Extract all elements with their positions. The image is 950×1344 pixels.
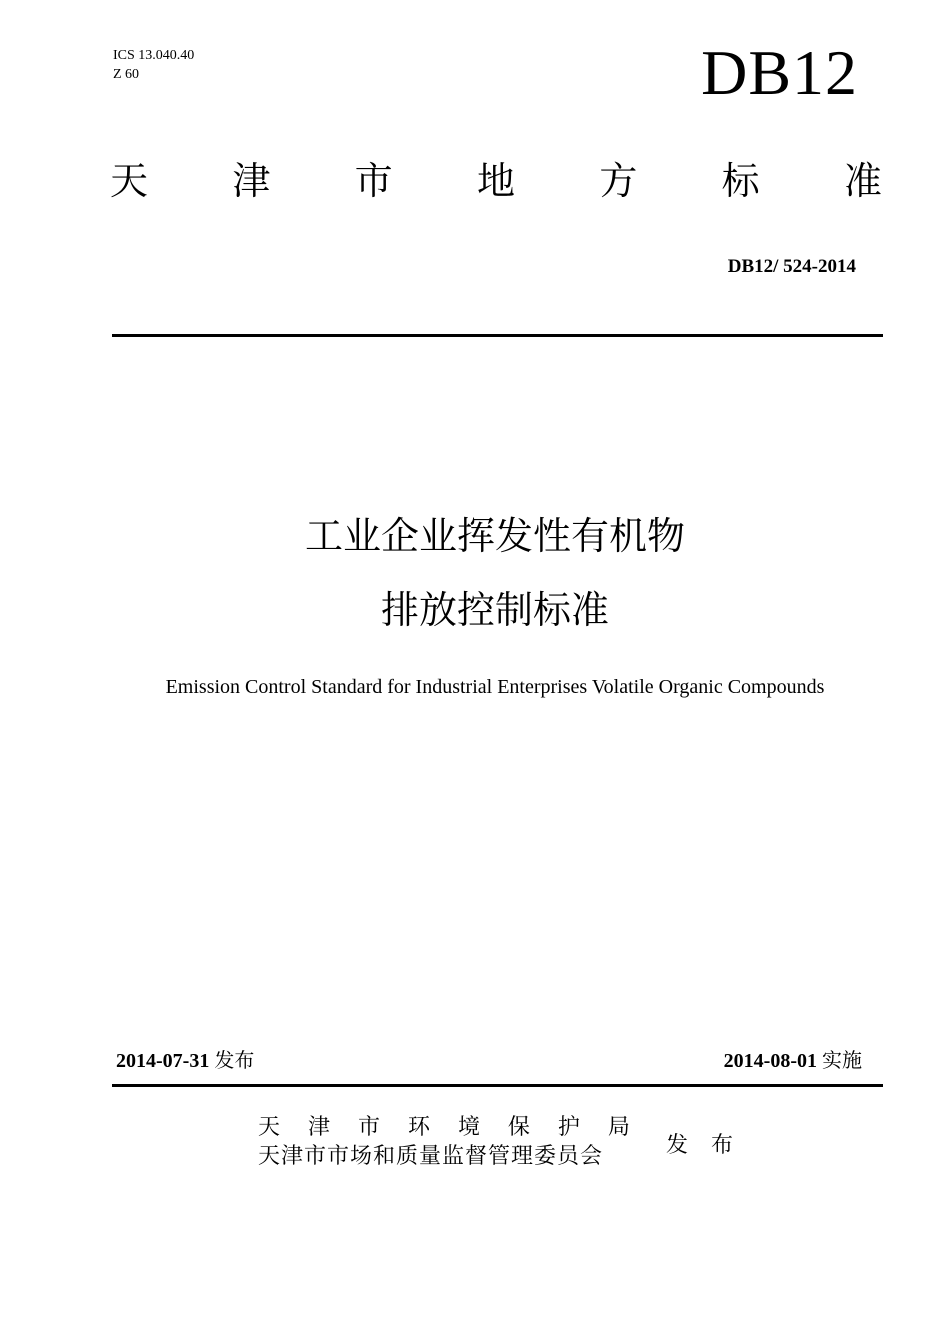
issuer-char: 局 (607, 1114, 630, 1140)
heading-char: 标 (721, 158, 760, 203)
ics-code-block (113, 46, 194, 84)
heading-char: 天 (110, 158, 149, 203)
issuer-line1 (258, 1110, 630, 1140)
implementation-date: 2014-08-01 (723, 1050, 817, 1072)
issuer-line2: 天津市市场和质量监督管理委员会 (258, 1144, 604, 1169)
heading-char: 市 (354, 158, 393, 203)
heading-char: 准 (843, 158, 882, 203)
issuer-char: 保 (507, 1114, 530, 1140)
issue-label: 发布 (214, 1048, 255, 1072)
top-divider (112, 334, 883, 337)
title-cn-line1: 工业企业挥发性有机物 (304, 514, 685, 558)
heading-char: 方 (599, 158, 638, 203)
standard-number: DB12/ 524-2014 (727, 256, 856, 277)
issuer-char: 护 (557, 1114, 580, 1140)
bottom-divider (112, 1084, 883, 1087)
issuer-char: 境 (457, 1114, 480, 1140)
issuer-char: 环 (407, 1114, 430, 1140)
issue-date-block (116, 1044, 254, 1073)
db12-logo: DB12 (701, 37, 858, 108)
issuer-char: 津 (307, 1114, 330, 1140)
ccs-code: Z 60 (113, 67, 140, 82)
title-en: Emission Control Standard for Industrial Enterprises Volatile Organic Compounds (165, 676, 825, 698)
issuer-char: 天 (258, 1114, 281, 1140)
implementation-date-block (724, 1044, 862, 1073)
publish-label: 发 布 (666, 1133, 741, 1158)
local-standard-heading (110, 150, 882, 204)
heading-char: 津 (232, 158, 271, 203)
implementation-label: 实施 (822, 1048, 862, 1072)
issuer-char: 市 (357, 1114, 380, 1140)
heading-char: 地 (476, 158, 515, 203)
ics-code: ICS 13.040.40 (113, 48, 195, 63)
title-cn-line2: 排放控制标准 (380, 588, 609, 632)
issue-date: 2014-07-31 (116, 1050, 210, 1072)
